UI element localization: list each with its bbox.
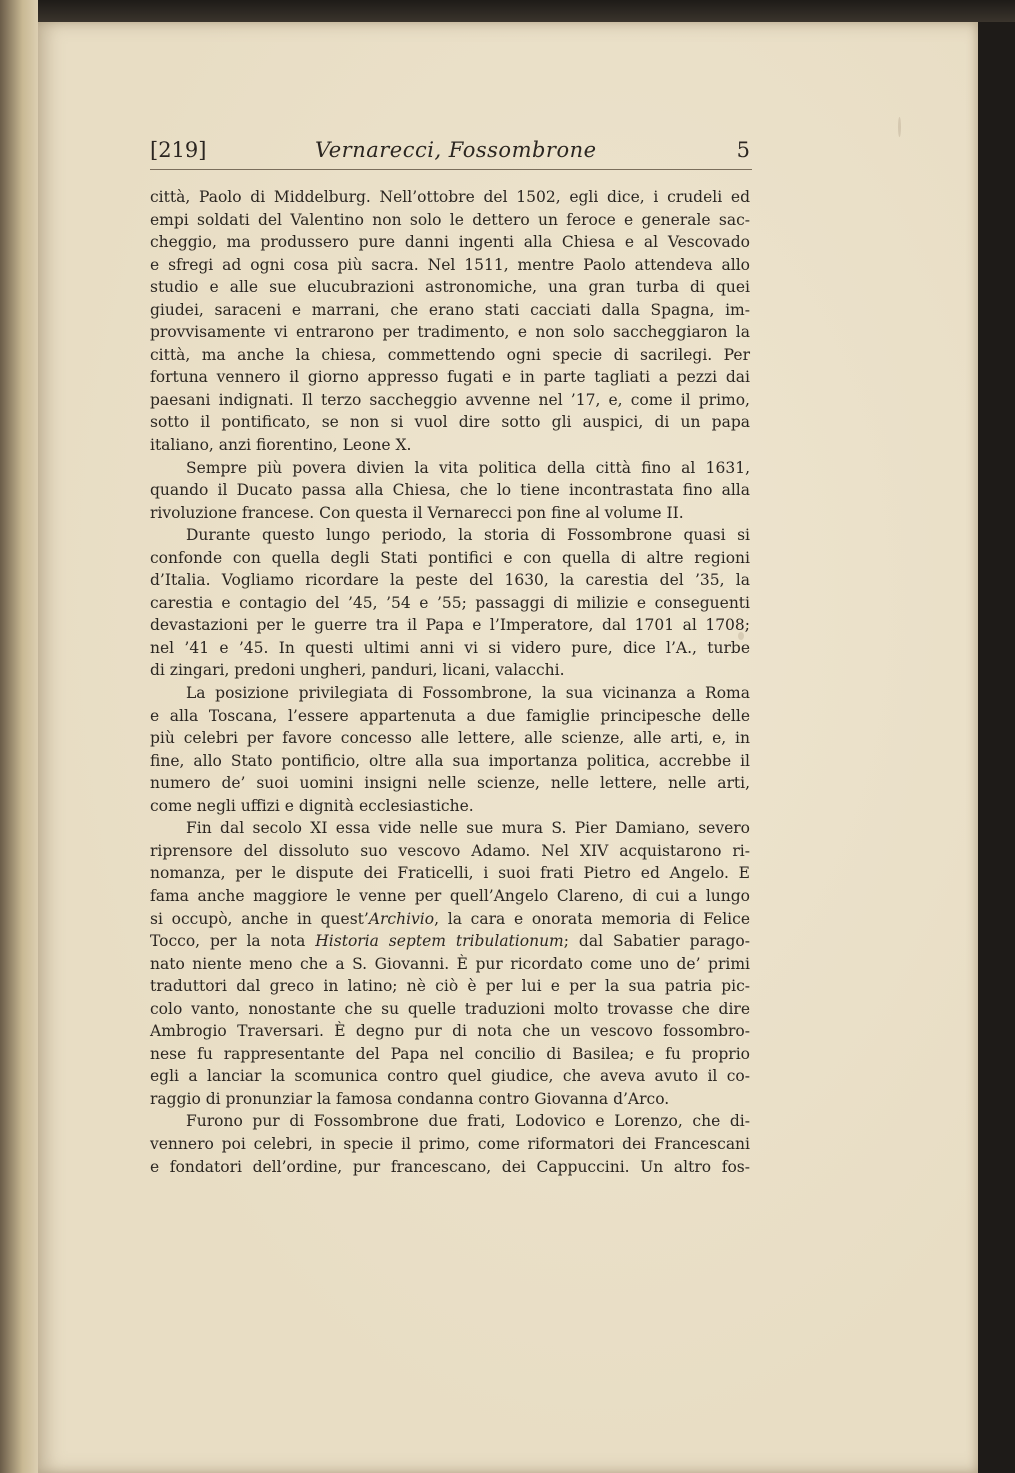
text-line: d’Italia. Vogliamo ricordare la peste del 1630, la carestia del ’35, la (150, 571, 750, 590)
scan-right-border (978, 22, 1015, 1473)
text-line: carestia e contagio del ’45, ’54 e ’55; passaggi di milizie e conseguenti (150, 593, 750, 612)
text-line: giudei, saraceni e marrani, che erano stati cacciati dalla Spagna, im- (150, 300, 750, 319)
text-line: fine, allo Stato pontificio, oltre alla sua importanza politica, accrebbe il (150, 751, 750, 770)
book-gutter (0, 0, 38, 1473)
paper-stain (898, 117, 901, 137)
running-header (150, 138, 750, 166)
text-line: e fondatori dell’ordine, pur francescano, dei Cappuccini. Un altro fos- (150, 1157, 750, 1176)
text-line: italiano, anzi fiorentino, Leone X. (150, 436, 412, 455)
text-line: città, Paolo di Middelburg. Nell’ottobre del 1502, egli dice, i crudeli ed (150, 188, 750, 206)
text-line: quando il Ducato passa alla Chiesa, che lo tiene incontrastata fino alla (150, 481, 750, 500)
text-line: Furono pur di Fossombrone due frati, Lodovico e Lorenzo, che di- (186, 1112, 750, 1131)
text-line: fortuna vennero il giorno appresso fugati e in parte tagliati a pezzi dai (150, 368, 750, 387)
text-line: più celebri per favore concesso alle lettere, alle scienze, alle arti, e, in (150, 729, 750, 748)
text-line: paesani indignati. Il terzo saccheggio avvenne nel ’17, e, come il primo, (150, 390, 750, 409)
scan-top-border (38, 0, 1015, 22)
text-line: fama anche maggiore le venne per quell’Angelo Clareno, di cui a lungo (150, 886, 750, 905)
text-line: empi soldati del Valentino non solo le dettero un feroce e generale sac- (150, 210, 750, 229)
text-line: traduttori dal greco in latino; nè ciò è per lui e per la sua patria pic- (150, 977, 750, 996)
text-line: di zingari, predoni ungheri, panduri, licani, valacchi. (150, 661, 565, 680)
text-line: Ambrogio Traversari. È degno pur di nota che un vescovo fossombro- (150, 1022, 750, 1041)
text-line: come negli uffizi e dignità ecclesiastiche. (150, 796, 474, 815)
text-line: Durante questo lungo periodo, la storia di Fossombrone quasi si (186, 526, 750, 545)
text-line: confonde con quella degli Stati pontifici e con quella di altre regioni (150, 548, 750, 567)
text-line: provvisamente vi entrarono per tradimento, e non solo saccheggiaron la (150, 323, 750, 342)
text-line: nato niente meno che a S. Giovanni. È pur ricordato come uno de’ primi (150, 954, 750, 973)
text-line: devastazioni per le guerre tra il Papa e l’Imperatore, dal 1701 al 1708; (150, 616, 750, 635)
text-line: raggio di pronunziar la famosa condanna contro Giovanna d’Arco. (150, 1089, 670, 1108)
text-line: nese fu rappresentante del Papa nel concilio di Basilea; e fu proprio (150, 1044, 750, 1063)
page-reference: [219] (150, 138, 207, 162)
header-rule (150, 169, 752, 170)
text-line: La posizione privilegiata di Fossombrone, la sua vicinanza a Roma (186, 684, 750, 703)
running-title: Vernarecci, Fossombrone (315, 138, 597, 162)
text-line: e sfregi ad ogni cosa più sacra. Nel 1511, mentre Paolo attendeva allo (150, 255, 750, 274)
text-line: Tocco, per la nota Historia septem tribulationum; dal Sabatier parago- (150, 932, 750, 951)
text-line: nel ’41 e ’45. In questi ultimi anni vi si videro pure, dice l’A., turbe (150, 638, 750, 657)
body-text (150, 186, 750, 1178)
text-line: riprensore del dissoluto suo vescovo Adamo. Nel XIV acquistarono ri- (150, 841, 750, 860)
text-line: vennero poi celebri, in specie il primo, come riformatori dei Francescani (150, 1134, 750, 1153)
text-line: Fin dal secolo XI essa vide nelle sue mura S. Pier Damiano, severo (186, 819, 750, 838)
text-line: Sempre più povera divien la vita politica della città fino al 1631, (186, 458, 750, 477)
text-line: studio e alle sue elucubrazioni astronomiche, una gran turba di quei (150, 278, 750, 297)
text-line: sotto il pontificato, se non si vuol dire sotto gli auspici, di un papa (150, 413, 750, 432)
text-line: città, ma anche la chiesa, commettendo ogni specie di sacrilegi. Per (150, 345, 750, 364)
text-line: si occupò, anche in quest’Archivio, la cara e onorata memoria di Felice (150, 909, 750, 928)
text-line: colo vanto, nonostante che su quelle traduzioni molto trovasse che dire (150, 999, 750, 1018)
text-line: nomanza, per le dispute dei Fraticelli, i suoi frati Pietro ed Angelo. E (150, 864, 750, 883)
page-number: 5 (736, 138, 750, 162)
text-line: e alla Toscana, l’essere appartenuta a due famiglie principesche delle (150, 706, 750, 725)
text-line: egli a lanciar la scomunica contro quel giudice, che aveva avuto il co- (150, 1067, 750, 1086)
text-line: numero de’ suoi uomini insigni nelle scienze, nelle lettere, nelle arti, (150, 774, 750, 793)
text-line: rivoluzione francese. Con questa il Vernarecci pon fine al volume II. (150, 503, 684, 522)
text-line: cheggio, ma produssero pure danni ingenti alla Chiesa e al Vescovado (150, 233, 750, 252)
